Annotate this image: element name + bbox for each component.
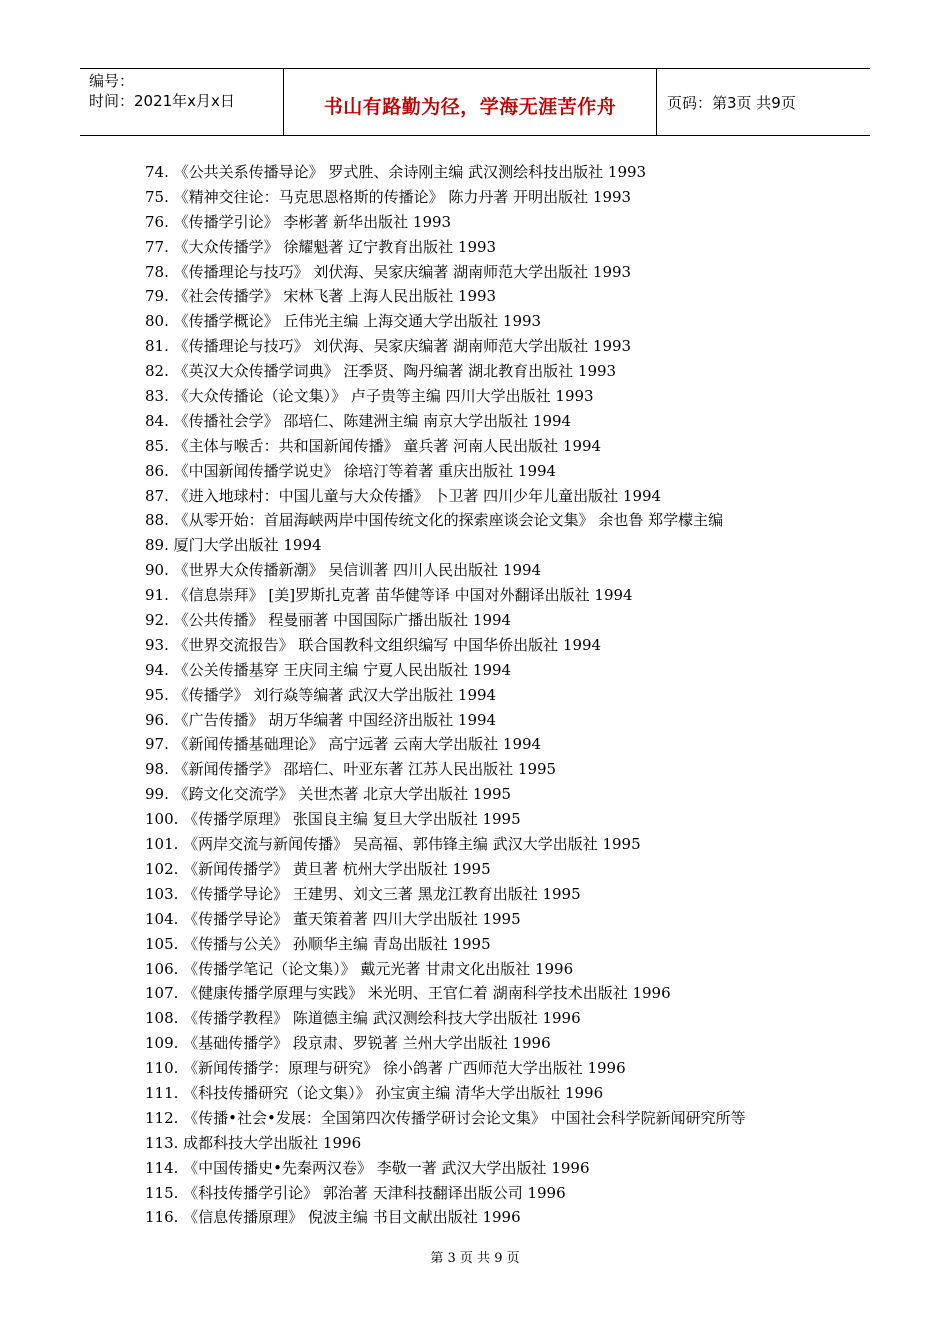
- bibliography-entry: 100. 《传播学原理》 张国良主编 复旦大学出版社 1995: [145, 810, 521, 829]
- bibliography-entry: 108. 《传播学教程》 陈道德主编 武汉测绘科技大学出版社 1996: [145, 1009, 581, 1028]
- bibliography-entry: 110. 《新闻传播学：原理与研究》 徐小鸽著 广西师范大学出版社 1996: [145, 1059, 626, 1078]
- bibliography-entry: 74. 《公共关系传播导论》 罗式胜、余诗刚主编 武汉测绘科技出版社 1993: [145, 163, 647, 181]
- header-meta: [80, 69, 283, 135]
- bibliography-entry: 78. 《传播理论与技巧》 刘伏海、吴家庆编著 湖南师范大学出版社 1993: [145, 262, 632, 281]
- bibliography-entry: 79. 《社会传播学》 宋林飞著 上海人民出版社 1993: [145, 287, 497, 306]
- bibliography-entry: 111. 《科技传播研究（论文集）》 孙宝寅主编 清华大学出版社 1996: [145, 1083, 604, 1102]
- header-page-cell: [657, 69, 870, 135]
- bibliography-entry: 105. 《传播与公关》 孙顺华主编 青岛出版社 1995: [145, 934, 491, 953]
- page-header: [80, 68, 870, 136]
- footer-page-number: 第 3 页 共 9 页: [430, 1251, 520, 1266]
- bibliography-entry: 103. 《传播学导论》 王建男、刘文三著 黑龙江教育出版社 1995: [145, 884, 581, 903]
- bibliography-entry: 81. 《传播理论与技巧》 刘伏海、吴家庆编著 湖南师范大学出版社 1993: [145, 337, 632, 356]
- bibliography-entry: 101. 《两岸交流与新闻传播》 吴高福、郭伟锋主编 武汉大学出版社 1995: [145, 835, 641, 854]
- bibliography-entry: 77. 《大众传播学》 徐耀魁著 辽宁教育出版社 1993: [145, 237, 497, 256]
- bibliography-entry: 107. 《健康传播学原理与实践》 米光明、王官仁着 湖南科学技术出版社 1996: [145, 984, 671, 1003]
- bibliography-entry: 93. 《世界交流报告》 联合国教科文组织编写 中国华侨出版社 1994: [145, 635, 602, 654]
- bibliography-entry: 80. 《传播学概论》 丘伟光主编 上海交通大学出版社 1993: [145, 312, 542, 331]
- bibliography-entry: 91. 《信息崇拜》 [美]罗斯扎克著 苗华健等译 中国对外翻译出版社 1994: [145, 586, 633, 605]
- bibliography-entry: 92. 《公共传播》 程曼丽著 中国国际广播出版社 1994: [145, 611, 512, 630]
- bibliography-entry: 87. 《进入地球村：中国儿童与大众传播》 卜卫著 四川少年儿童出版社 1994: [145, 486, 662, 505]
- document-number-label: 编号：: [89, 72, 135, 90]
- bibliography-entry: 89. 厦门大学出版社 1994: [145, 536, 322, 555]
- bibliography-entry: 115. 《科技传播学引论》 郭治著 天津科技翻译出版公司 1996: [145, 1183, 566, 1202]
- bibliography-entry: 84. 《传播社会学》 邵培仁、陈建洲主编 南京大学出版社 1994: [145, 411, 572, 430]
- bibliography-entry: 86. 《中国新闻传播学说史》 徐培汀等着著 重庆出版社 1994: [145, 461, 557, 480]
- bibliography-entry: 116. 《信息传播原理》 倪波主编 书目文献出版社 1996: [145, 1208, 521, 1227]
- bibliography-entry: 112. 《传播•社会•发展：全国第四次传播学研讨会论文集》 中国社会科学院新闻研究所等: [145, 1108, 746, 1127]
- bibliography-entry: 95. 《传播学》 刘行焱等编著 武汉大学出版社 1994: [145, 685, 497, 704]
- bibliography-entry: 109. 《基础传播学》 段京肃、罗锐著 兰州大学出版社 1996: [145, 1034, 551, 1053]
- bibliography-entry: 114. 《中国传播史•先秦两汉卷》 李敬一著 武汉大学出版社 1996: [145, 1158, 590, 1177]
- bibliography-entry: 90. 《世界大众传播新潮》 吴信训著 四川人民出版社 1994: [145, 561, 542, 580]
- bibliography-entry: 88. 《从零开始：首届海峡两岸中国传统文化的探索座谈会论文集》 余也鲁 郑学檬主编: [145, 511, 724, 530]
- header-motto-cell: [283, 69, 657, 135]
- bibliography-entry: 102. 《新闻传播学》 黄旦著 杭州大学出版社 1995: [145, 859, 491, 878]
- header-motto: 书山有路勤为径，学海无涯苦作舟: [323, 95, 617, 118]
- bibliography-entry: 99. 《跨文化交流学》 关世杰著 北京大学出版社 1995: [145, 785, 512, 804]
- bibliography-entry: 85. 《主体与喉舌：共和国新闻传播》 童兵著 河南人民出版社 1994: [145, 436, 602, 455]
- bibliography-list: [145, 160, 845, 1230]
- document-date-label: 时间：2021年x月x日: [89, 92, 235, 110]
- bibliography-entry: 82. 《英汉大众传播学词典》 汪季贤、陶丹编著 湖北教育出版社 1993: [145, 362, 617, 381]
- bibliography-entry: 83. 《大众传播论（论文集）》 卢子贵等主编 四川大学出版社 1993: [145, 387, 594, 406]
- bibliography-entry: 106. 《传播学笔记（论文集）》 戴元光著 甘肃文化出版社 1996: [145, 959, 574, 978]
- page-footer: [0, 1247, 950, 1266]
- bibliography-entry: 94. 《公关传播基穿 王庆同主编 宁夏人民出版社 1994: [145, 660, 512, 679]
- bibliography-entry: 76. 《传播学引论》 李彬著 新华出版社 1993: [145, 212, 452, 231]
- bibliography-entry: 97. 《新闻传播基础理论》 高宁远著 云南大学出版社 1994: [145, 735, 542, 754]
- bibliography-entry: 98. 《新闻传播学》 邵培仁、叶亚东著 江苏人民出版社 1995: [145, 760, 557, 779]
- header-page-label: 页码：第3页 共9页: [667, 93, 796, 112]
- bibliography-entry: 75. 《精神交往论：马克思恩格斯的传播论》 陈力丹著 开明出版社 1993: [145, 187, 632, 206]
- bibliography-entry: 113. 成都科技大学出版社 1996: [145, 1133, 362, 1152]
- bibliography-entry: 104. 《传播学导论》 董天策着著 四川大学出版社 1995: [145, 909, 521, 928]
- bibliography-entry: 96. 《广告传播》 胡万华编著 中国经济出版社 1994: [145, 710, 497, 729]
